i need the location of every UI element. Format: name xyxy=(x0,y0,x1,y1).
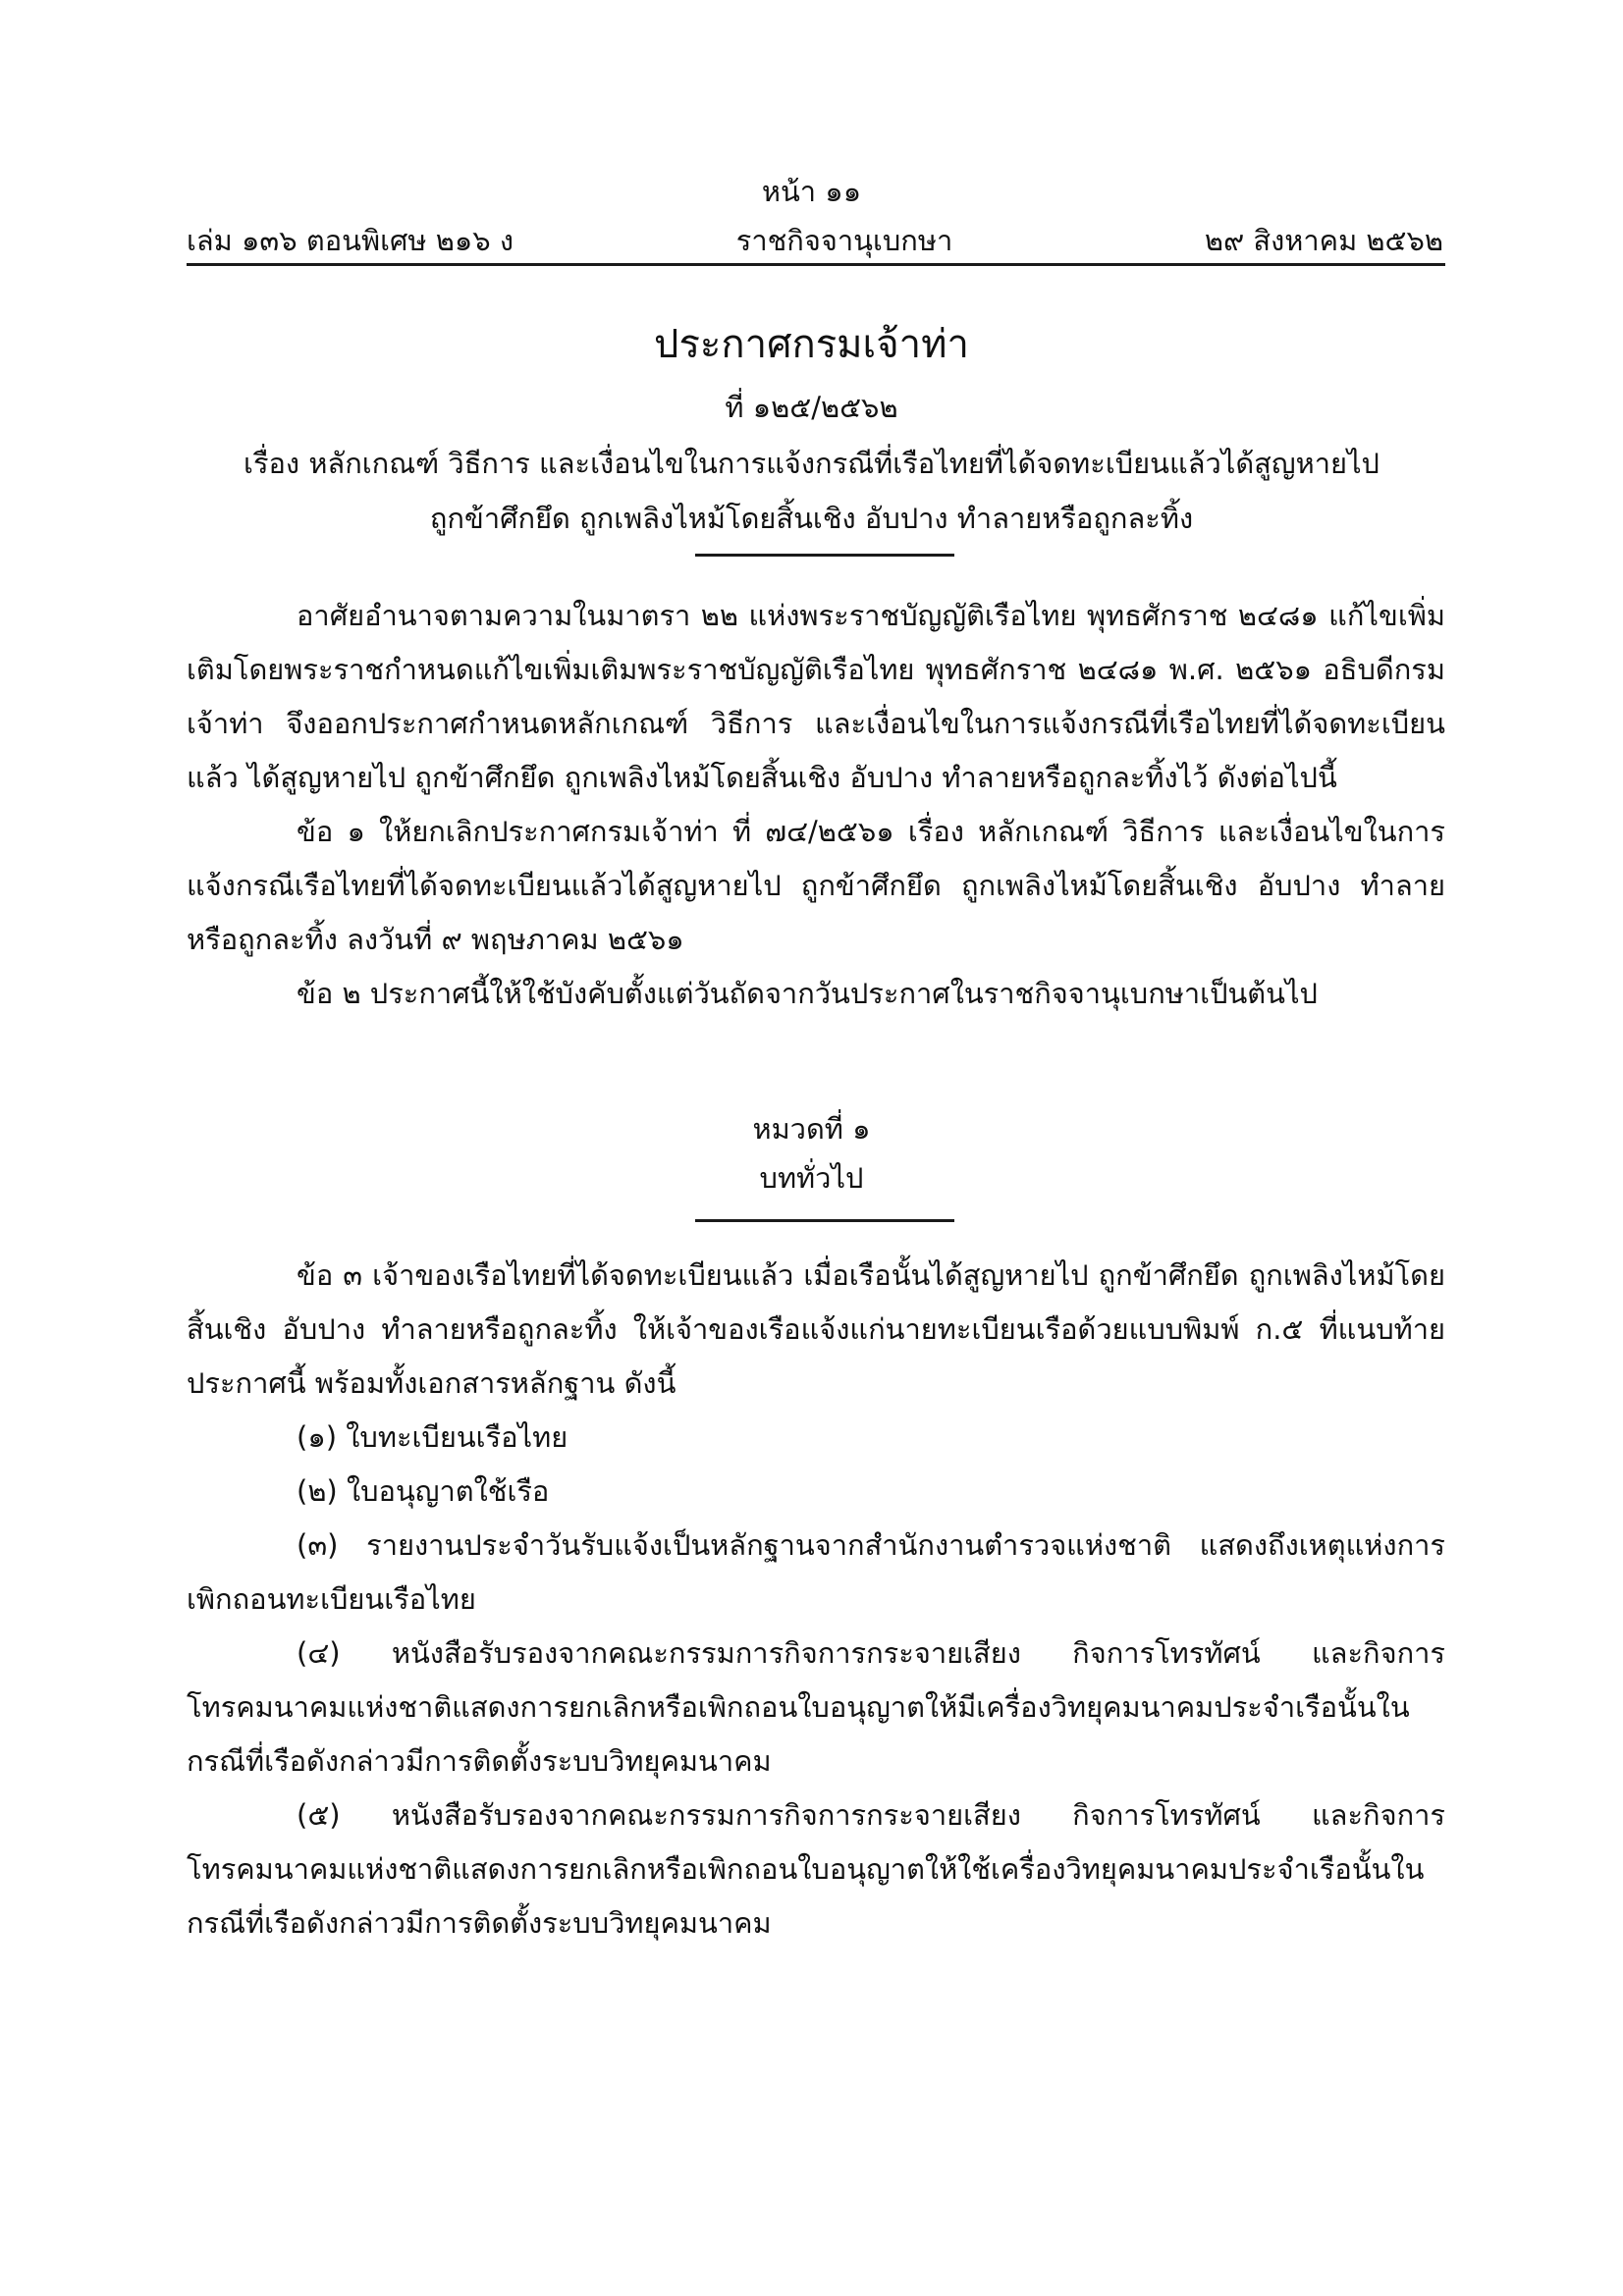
list-item: (๔) หนังสือรับรองจากคณะกรรมการกิจการกระจายเสียง กิจการโทรทัศน์ และกิจการโทรคมนาคมแห่งชาติแสดงการยกเลิกหรือเพิกถอนใบอนุญาตให้มีเครื่องวิทยุคมนาคมประจำเรือนั้นในกรณีที่เรือดังกล่าวมีการติดตั้งระบบวิทยุคมนาคม xyxy=(187,1636,1445,1778)
running-header xyxy=(187,218,1443,257)
chapter-name: บททั่วไป xyxy=(759,1161,864,1195)
list-item: (๓) รายงานประจำวันรับแจ้งเป็นหลักฐานจากสำนักงานตำรวจแห่งชาติ แสดงถึงเหตุแห่งการเพิกถอนทะเบียนเรือไทย xyxy=(187,1528,1445,1616)
announcement-title: ประกาศกรมเจ้าท่า xyxy=(654,322,969,367)
clause-2: ข้อ ๒ ประกาศนี้ให้ใช้บังคับตั้งแต่วันถัดจากวันประกาศในราชกิจจานุเบกษาเป็นต้นไป xyxy=(297,977,1318,1010)
preamble-section xyxy=(187,589,1445,1021)
publication-date: ๒๙ สิงหาคม ๒๕๖๒ xyxy=(1204,224,1443,257)
chapter-divider xyxy=(695,1219,954,1222)
announcement-number: ที่ ๑๒๕/๒๕๖๒ xyxy=(725,391,898,424)
list-item: (๕) หนังสือรับรองจากคณะกรรมการกิจการกระจายเสียง กิจการโทรทัศน์ และกิจการโทรคมนาคมแห่งชาติแสดงการยกเลิกหรือเพิกถอนใบอนุญาตให้ใช้เครื่องวิทยุคมนาคมประจำเรือนั้นในกรณีที่เรือดังกล่าวมีการติดตั้งระบบวิทยุคมนาคม xyxy=(187,1798,1445,1940)
page-number: หน้า ๑๑ xyxy=(761,175,862,208)
volume-info: เล่ม ๑๓๖ ตอนพิเศษ ๒๑๖ ง xyxy=(187,224,514,257)
chapter-number: หมวดที่ ๑ xyxy=(752,1112,871,1146)
announcement-subject xyxy=(0,436,1623,546)
preamble-paragraph: อาศัยอำนาจตามความในมาตรา ๒๒ แห่งพระราชบัญญัติเรือไทย พุทธศักราช ๒๔๘๑ แก้ไขเพิ่มเติมโดยพระราชกำหนดแก้ไขเพิ่มเติมพระราชบัญญัติเรือไทย พุทธศักราช ๒๔๘๑ พ.ศ. ๒๕๖๑ อธิบดีกรมเจ้าท่า จึงออกประกาศกำหนดหลักเกณฑ์ วิธีการ และเงื่อนไขในการแจ้งกรณีที่เรือไทยที่ได้จดทะเบียนแล้ว ได้สูญหายไป ถูกข้าศึกยึด ถูกเพลิงไหม้โดยสิ้นเชิง อับปาง ทำลายหรือถูกละทิ้งไว้ ดังต่อไปนี้ xyxy=(187,599,1445,794)
gazette-name: ราชกิจจานุเบกษา xyxy=(735,224,953,257)
title-divider xyxy=(695,554,954,557)
header-divider xyxy=(187,263,1445,266)
subject-line-1: เรื่อง หลักเกณฑ์ วิธีการ และเงื่อนไขในการแจ้งกรณีที่เรือไทยที่ได้จดทะเบียนแล้วได้สูญหายไป xyxy=(243,447,1380,480)
clause-3: ข้อ ๓ เจ้าของเรือไทยที่ได้จดทะเบียนแล้ว เมื่อเรือนั้นได้สูญหายไป ถูกข้าศึกยึด ถูกเพลิงไหม้โดยสิ้นเชิง อับปาง ทำลายหรือถูกละทิ้ง ให้เจ้าของเรือแจ้งแก่นายทะเบียนเรือด้วยแบบพิมพ์ ก.๕ ที่แนบท้ายประกาศนี้ พร้อมทั้งเอกสารหลักฐาน ดังนี้ xyxy=(187,1258,1445,1400)
clause-1: ข้อ ๑ ให้ยกเลิกประกาศกรมเจ้าท่า ที่ ๗๔/๒๕๖๑ เรื่อง หลักเกณฑ์ วิธีการ และเงื่อนไขในการแจ้งกรณีเรือไทยที่ได้จดทะเบียนแล้วได้สูญหายไป ถูกข้าศึกยึด ถูกเพลิงไหม้โดยสิ้นเชิง อับปาง ทำลายหรือถูกละทิ้ง ลงวันที่ ๙ พฤษภาคม ๒๕๖๑ xyxy=(187,815,1445,956)
subject-line-2: ถูกข้าศึกยึด ถูกเพลิงไหม้โดยสิ้นเชิง อับปาง ทำลายหรือถูกละทิ้ง xyxy=(429,502,1194,535)
list-item: (๑) ใบทะเบียนเรือไทย xyxy=(297,1420,568,1454)
clause-3-section xyxy=(187,1249,1445,1950)
list-item: (๒) ใบอนุญาตใช้เรือ xyxy=(297,1474,550,1508)
